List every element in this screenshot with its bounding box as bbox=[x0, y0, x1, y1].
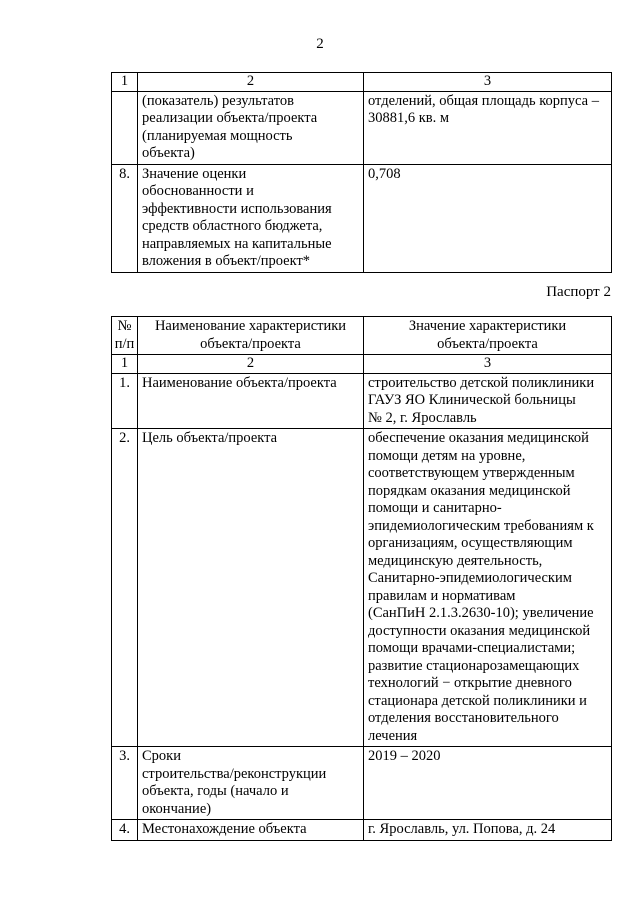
text-line: № 2, г. Ярославль bbox=[368, 409, 477, 426]
text-line: доступности оказания медицинской bbox=[368, 622, 591, 639]
column-number-2: 2 bbox=[138, 355, 364, 374]
text-line: г. Ярославль, ул. Попова, д. 24 bbox=[368, 821, 556, 837]
text-line: п/п bbox=[114, 335, 135, 352]
column-number-3: 3 bbox=[364, 73, 612, 92]
table-row bbox=[112, 747, 612, 820]
text-line: 2019 – 2020 bbox=[368, 748, 441, 764]
text-line: медицинскую деятельность, bbox=[368, 552, 543, 569]
text-line: стационара детской поликлиники и bbox=[368, 692, 587, 709]
text-line: эпидемиологическим требованиям к bbox=[368, 517, 594, 534]
text-line: помощи и санитарно- bbox=[368, 500, 502, 516]
header-characteristic-value bbox=[364, 317, 612, 355]
text-line: реализации объекта/проекта bbox=[142, 110, 318, 126]
text-line: 30881,6 кв. м bbox=[368, 110, 450, 126]
table-row bbox=[112, 164, 612, 272]
characteristic-name bbox=[138, 164, 364, 272]
header-row bbox=[112, 317, 612, 355]
table-row bbox=[112, 820, 612, 841]
text-line: порядкам оказания медицинской bbox=[368, 482, 571, 499]
characteristic-name bbox=[138, 373, 364, 429]
column-number-1: 1 bbox=[112, 355, 138, 374]
continuation-table bbox=[111, 72, 612, 273]
text-line: помощи врачами-специалистами; bbox=[368, 640, 576, 656]
text-line: эффективности использования bbox=[142, 200, 332, 217]
text-line: окончание) bbox=[142, 800, 212, 817]
passport-title: Паспорт 2 bbox=[546, 284, 611, 300]
page-number: 2 bbox=[316, 36, 324, 52]
text-line: объекта/проекта bbox=[437, 335, 538, 352]
text-line: строительства/реконструкции bbox=[142, 765, 327, 782]
characteristic-value bbox=[364, 91, 612, 164]
text-line: строительство детской поликлиники bbox=[368, 374, 595, 391]
column-number-row bbox=[112, 355, 612, 374]
text-line: средств областного бюджета, bbox=[142, 218, 323, 234]
table-row bbox=[112, 373, 612, 429]
text-line: соответствующем утвержденным bbox=[368, 465, 575, 481]
characteristic-value bbox=[364, 164, 612, 272]
text-line: Наименование объекта/проекта bbox=[142, 374, 337, 391]
characteristic-value bbox=[364, 429, 612, 747]
text-line: вложения в объект/проект* bbox=[142, 253, 311, 269]
text-line: (планируемая мощность bbox=[142, 127, 293, 144]
text-line: Сроки bbox=[142, 748, 181, 764]
characteristic-name bbox=[138, 747, 364, 820]
row-number: 2. bbox=[112, 429, 138, 747]
row-number: 1. bbox=[112, 373, 138, 429]
text-line: развитие стационарозамещающих bbox=[368, 657, 580, 674]
column-number-row bbox=[112, 73, 612, 92]
text-line: объекта) bbox=[142, 145, 195, 161]
text-line: помощи детям на уровне, bbox=[368, 447, 526, 464]
row-number bbox=[112, 91, 138, 164]
text-line: обеспечение оказания медицинской bbox=[368, 430, 589, 446]
column-number-1: 1 bbox=[112, 73, 138, 92]
text-line: отделений, общая площадь корпуса – bbox=[368, 92, 599, 109]
text-line: Местонахождение объекта bbox=[142, 821, 307, 837]
header-number bbox=[112, 317, 138, 355]
passport-table bbox=[111, 316, 612, 841]
characteristic-name bbox=[138, 429, 364, 747]
text-line: Значение оценки bbox=[142, 165, 247, 182]
row-number: 8. bbox=[112, 164, 138, 272]
row-number: 3. bbox=[112, 747, 138, 820]
column-number-2: 2 bbox=[138, 73, 364, 92]
text-line: лечения bbox=[368, 727, 418, 744]
text-line: Санитарно-эпидемиологическим bbox=[368, 570, 572, 586]
text-line: Наименование характеристики bbox=[154, 318, 347, 334]
text-line: 0,708 bbox=[368, 165, 401, 182]
text-line: объекта/проекта bbox=[200, 335, 301, 352]
characteristic-value bbox=[364, 747, 612, 820]
column-number-3: 3 bbox=[364, 355, 612, 374]
text-line: Значение характеристики bbox=[408, 318, 567, 334]
text-line: отделения восстановительного bbox=[368, 710, 559, 726]
text-line: обоснованности и bbox=[142, 183, 254, 199]
characteristic-name bbox=[138, 91, 364, 164]
text-line: направляемых на капитальные bbox=[142, 235, 332, 252]
table-row bbox=[112, 429, 612, 747]
text-line: Цель объекта/проекта bbox=[142, 430, 278, 446]
characteristic-value bbox=[364, 820, 612, 841]
row-number: 4. bbox=[112, 820, 138, 841]
text-line: (показатель) результатов bbox=[142, 92, 294, 109]
header-characteristic-name bbox=[138, 317, 364, 355]
table-row bbox=[112, 91, 612, 164]
characteristic-name bbox=[138, 820, 364, 841]
text-line: организациям, осуществляющим bbox=[368, 535, 573, 551]
characteristic-value bbox=[364, 373, 612, 429]
text-line: правилам и нормативам bbox=[368, 587, 516, 604]
text-line: объекта, годы (начало и bbox=[142, 783, 289, 799]
text-line: технологий − открытие дневного bbox=[368, 675, 572, 691]
text-line: (СанПиН 2.1.3.2630-10); увеличение bbox=[368, 605, 594, 621]
text-line: ГАУЗ ЯО Клинической больницы bbox=[368, 392, 576, 408]
text-line: № bbox=[117, 318, 132, 334]
